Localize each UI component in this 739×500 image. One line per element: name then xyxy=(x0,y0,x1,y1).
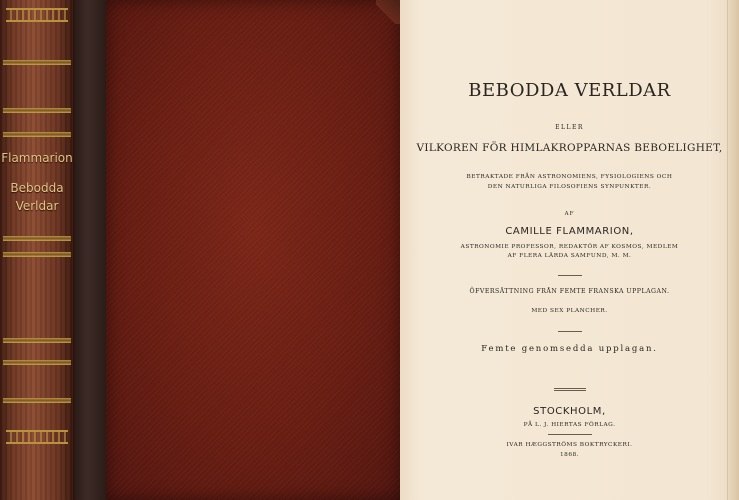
divider-rule xyxy=(558,331,582,332)
edition-note: Femte genomsedda upplagan. xyxy=(481,344,658,354)
printer: IVAR HÆGGSTRÖMS BOKTRYCKERI. xyxy=(506,442,633,448)
author-name: CAMILLE FLAMMARION, xyxy=(505,226,634,237)
author-description-line-1: ASTRONOMIE PROFESSOR, REDAKTÖR AF KOSMOS, MEDLEM xyxy=(460,244,679,250)
spine-band xyxy=(3,252,71,257)
av-text: AF xyxy=(564,211,575,217)
divider-rule xyxy=(558,275,582,276)
description-line-1: BETRAKTADE FRÅN ASTRONOMIENS, FYSIOLOGIENS OCH xyxy=(466,174,673,180)
spine-ornament-bottom xyxy=(6,430,68,444)
spine-band xyxy=(3,398,71,403)
description-line-2: DEN NATURLIGA FILOSOFIENS SYNPUNKTER. xyxy=(487,184,652,190)
publisher: PÅ L. J. HIERTAS FÖRLAG. xyxy=(523,422,616,428)
spine-ornament-top xyxy=(6,8,68,22)
spine-band xyxy=(3,60,71,65)
title-page xyxy=(400,0,739,500)
book-cover-board xyxy=(106,0,400,500)
spine-title-line2: Verldar xyxy=(15,199,59,213)
book-joint xyxy=(74,0,106,500)
cover-corner xyxy=(376,0,400,24)
spine-band xyxy=(3,360,71,365)
spine-title-line1: Bebodda xyxy=(10,181,64,195)
divider-rule-double xyxy=(554,388,586,391)
spine-band xyxy=(3,132,71,137)
page-edge xyxy=(727,0,739,500)
book-subtitle: VILKOREN FÖR HIMLAKROPPARNAS BEBOELIGHET, xyxy=(416,142,723,154)
divider-rule xyxy=(548,434,592,435)
publication-year: 1868. xyxy=(559,452,580,458)
plates-note: MED SEX PLANCHER. xyxy=(531,308,608,314)
author-description-line-2: AF FLERA LÄRDA SAMFUND, M. M. xyxy=(507,253,632,259)
translation-note: ÖFVERSÄTTNING FRÅN FEMTE FRANSKA UPPLAGAN. xyxy=(469,288,670,295)
publication-city: STOCKHOLM, xyxy=(533,406,606,417)
spine-author: Flammarion xyxy=(1,151,73,165)
spine-band xyxy=(3,236,71,241)
eller-text: ELLER xyxy=(555,124,584,131)
book-title: BEBODDA VERLDAR xyxy=(468,80,671,101)
book-spine xyxy=(0,0,74,500)
spine-band xyxy=(3,338,71,343)
spine-band xyxy=(3,108,71,113)
